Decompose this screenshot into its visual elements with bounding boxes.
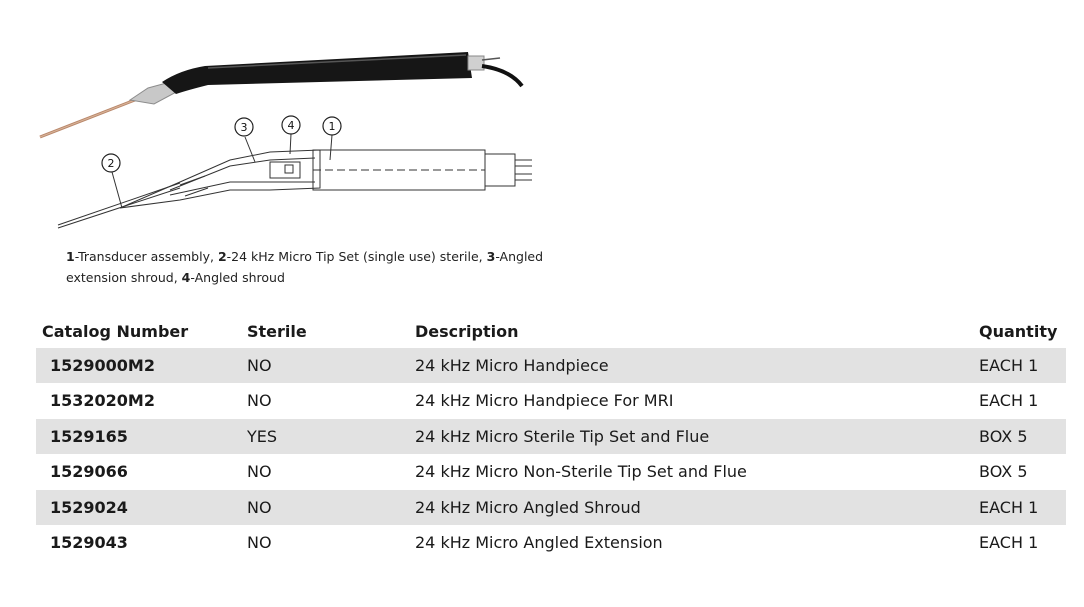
handpiece-illustration [30, 30, 550, 240]
svg-text:4: 4 [287, 119, 295, 132]
cell-catalog-number: 1529043 [50, 532, 128, 552]
cell-sterile: NO [247, 497, 272, 517]
caption-num-1: 1 [66, 249, 75, 264]
callout-4 [282, 116, 300, 134]
cell-quantity: EACH 1 [979, 497, 1039, 517]
cell-sterile: YES [247, 426, 278, 446]
svg-text:2: 2 [107, 157, 115, 170]
cell-quantity: BOX 5 [979, 462, 1028, 482]
svg-text:3: 3 [240, 121, 248, 134]
cell-description: 24 kHz Micro Non-Sterile Tip Set and Flue [415, 462, 747, 482]
caption-num-3: 3 [486, 249, 496, 264]
cell-catalog-number: 1529165 [50, 426, 128, 446]
cell-description: 24 kHz Micro Angled Shroud [415, 497, 641, 517]
cell-description: 24 kHz Micro Handpiece [415, 356, 609, 375]
cell-catalog-number: 1529000M2 [50, 356, 155, 375]
cell-description: 24 kHz Micro Handpiece For MRI [415, 391, 674, 411]
table-row [36, 525, 1066, 560]
catalog-table [36, 318, 1066, 560]
callout-1 [323, 117, 341, 135]
handpiece-schematic [58, 134, 532, 228]
cell-description: 24 kHz Micro Angled Extension [415, 532, 663, 552]
caption-text-1: -Transducer assembly, [74, 249, 218, 264]
table-row [36, 419, 1066, 454]
cell-catalog-number: 1529024 [50, 497, 128, 517]
cell-quantity: EACH 1 [979, 532, 1039, 552]
handpiece-photo [40, 52, 522, 137]
cell-quantity: BOX 5 [979, 426, 1028, 446]
cell-catalog-number: 1532020M2 [50, 391, 155, 411]
caption-text-3: -Angled extension shroud, [66, 249, 544, 285]
svg-text:1: 1 [328, 120, 336, 133]
cell-sterile: NO [247, 532, 272, 552]
header-sterile: Sterile [247, 322, 307, 341]
caption-num-2: 2 [217, 249, 227, 264]
header-catalog-number: Catalog Number [42, 322, 189, 341]
table-row [36, 454, 1066, 489]
cell-sterile: NO [247, 462, 272, 482]
callout-3 [235, 118, 253, 136]
header-description: Description [415, 322, 519, 341]
cell-quantity: EACH 1 [979, 356, 1039, 375]
table-row [36, 383, 1066, 418]
figure-caption [66, 246, 566, 288]
cell-catalog-number: 1529066 [50, 462, 128, 482]
table-row [36, 348, 1066, 383]
caption-text-2: -24 kHz Micro Tip Set (single use) sterile, [226, 249, 487, 264]
cell-quantity: EACH 1 [979, 391, 1039, 411]
cell-sterile: NO [247, 356, 272, 375]
table-row [36, 490, 1066, 525]
caption-num-4: 4 [181, 270, 191, 285]
table-header [36, 318, 1066, 348]
cell-description: 24 kHz Micro Sterile Tip Set and Flue [415, 426, 710, 446]
cell-sterile: NO [247, 391, 272, 411]
callout-2 [102, 154, 120, 172]
header-quantity: Quantity [979, 322, 1058, 341]
caption-text-4: -Angled shroud [190, 270, 285, 285]
